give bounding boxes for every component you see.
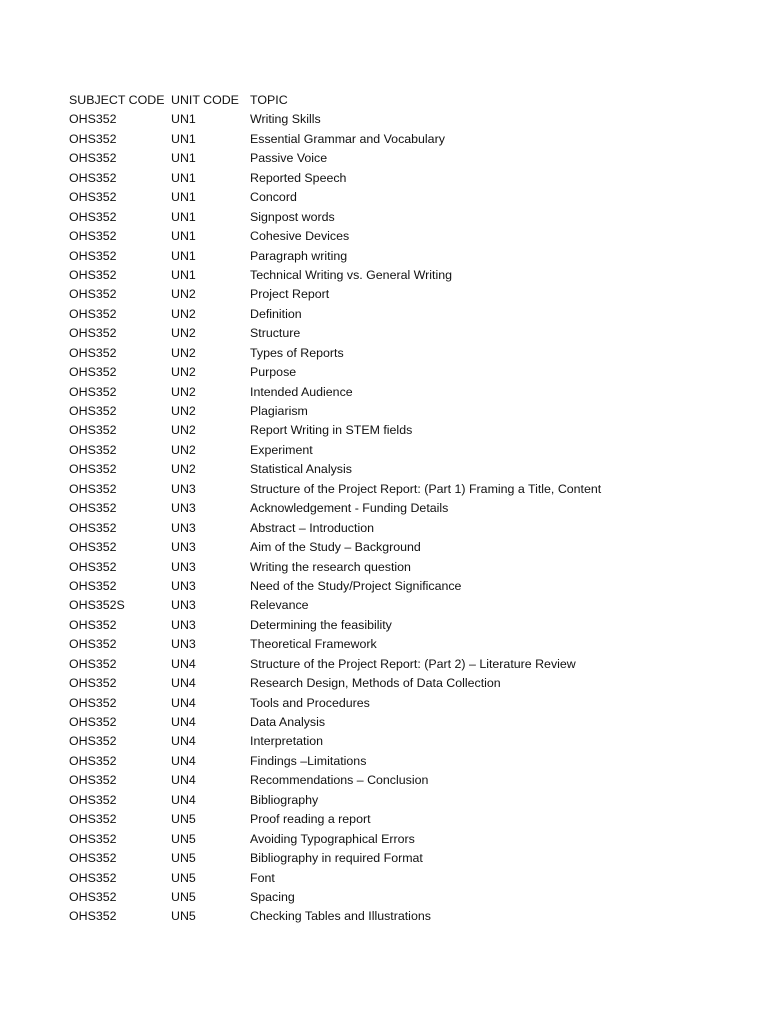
subject-code-cell: OHS352 [69,870,117,885]
topic-cell: Essential Grammar and Vocabulary [250,131,445,146]
header-unit-code: UNIT CODE [171,93,239,107]
topic-cell: Writing the research question [250,559,411,574]
subject-code-cell: OHS352 [69,112,117,127]
table-row [69,324,670,343]
topic-cell: Data Analysis [250,715,326,729]
subject-code-cell: OHS352 [69,384,117,399]
topic-cell: Structure of the Project Report: (Part 1) Framing a Title, Content [250,481,602,496]
table-row [69,810,670,829]
subject-code-cell: OHS352 [69,812,117,827]
subject-code-cell: OHS352 [69,656,117,671]
table-row [69,169,670,188]
subject-code-cell: OHS352 [69,287,117,302]
topic-cell: Bibliography [250,792,319,807]
topic-cell: Report Writing in STEM fields [250,423,413,438]
table-row [69,460,670,479]
unit-code-cell: UN1 [171,170,196,185]
table-row [69,402,670,421]
subject-code-cell: OHS352 [69,170,117,185]
unit-code-cell: UN1 [171,190,196,205]
unit-code-cell: UN4 [171,656,196,671]
unit-code-cell: UN4 [171,676,196,691]
table-row [69,188,670,207]
unit-code-cell: UN2 [171,462,196,477]
topic-cell: Research Design, Methods of Data Collection [250,676,501,691]
table-row [69,791,670,810]
unit-code-cell: UN1 [171,112,196,127]
subject-code-cell: OHS352 [69,831,117,846]
table-row [69,849,670,868]
subject-code-cell: OHS352 [69,637,117,652]
table-row [69,694,670,713]
table-row [69,383,670,402]
subject-code-cell: OHS352 [69,773,117,788]
subject-code-cell: OHS352 [69,345,117,360]
subject-code-cell: OHS352 [69,229,117,244]
table-row [69,907,670,926]
topic-cell: Writing Skills [250,112,321,127]
subject-code-cell: OHS352 [69,520,117,535]
subject-code-cell: OHS352 [69,715,117,729]
topic-cell: Passive Voice [250,151,328,166]
topic-cell: Experiment [250,442,313,457]
table-row [69,149,670,168]
topic-cell: Aim of the Study – Background [250,540,421,555]
table-row [69,674,670,693]
subject-code-cell: OHS352 [69,734,117,749]
topic-cell: Reported Speech [250,170,347,185]
subject-code-cell: OHS352 [69,442,117,457]
topic-cell: Interpretation [250,734,324,749]
topic-cell: Signpost words [250,209,335,224]
unit-code-cell: UN2 [171,345,196,360]
topic-cell: Purpose [250,365,297,380]
unit-code-cell: UN1 [171,151,196,166]
subject-code-cell: OHS352 [69,209,117,224]
unit-code-cell: UN4 [171,773,196,788]
subject-code-cell: OHS352 [69,889,117,904]
header-topic: TOPIC [250,93,288,107]
topic-cell: Intended Audience [250,384,353,399]
table-row [69,266,670,285]
table-row [69,305,670,324]
topic-cell: Structure of the Project Report: (Part 2) – Literature Review [250,656,576,671]
subject-code-cell: OHS352 [69,306,117,321]
table-body [69,110,670,926]
topic-cell: Avoiding Typographical Errors [250,831,415,846]
topic-cell: Cohesive Devices [250,229,350,244]
subject-code-cell: OHS352 [69,501,117,516]
subject-code-cell: OHS352 [69,617,117,632]
topic-cell: Statistical Analysis [250,462,352,477]
topic-cell: Abstract – Introduction [250,520,374,535]
topic-cell: Paragraph writing [250,248,348,263]
subject-code-cell: OHS352 [69,248,117,263]
unit-code-cell: UN1 [171,131,196,146]
subject-code-cell: OHS352 [69,753,117,768]
table-row [69,519,670,538]
subject-code-cell: OHS352 [69,695,117,710]
subject-code-cell: OHS352S [69,598,125,613]
table-row [69,888,670,907]
subject-code-cell: OHS352 [69,792,117,807]
topic-cell: Relevance [250,598,309,613]
unit-code-cell: UN2 [171,404,196,418]
unit-code-cell: UN3 [171,617,196,632]
topic-cell: Concord [250,190,297,205]
header-subject-code: SUBJECT CODE [69,93,165,107]
table-row [69,480,670,499]
subject-code-cell: OHS352 [69,190,117,205]
unit-code-cell: UN3 [171,559,196,574]
topic-cell: Technical Writing vs. General Writing [250,267,452,282]
unit-code-cell: UN5 [171,870,196,885]
unit-code-cell: UN4 [171,792,196,807]
table-row [69,616,670,635]
subject-code-cell: OHS352 [69,578,117,593]
topic-cell: Determining the feasibility [250,617,392,632]
unit-code-cell: UN4 [171,734,196,749]
subject-code-cell: OHS352 [69,540,117,555]
table-row [69,363,670,382]
table-row [69,208,670,227]
unit-code-cell: UN3 [171,481,196,496]
unit-code-cell: UN2 [171,384,196,399]
unit-code-cell: UN3 [171,637,196,652]
table-row [69,655,670,674]
topic-cell: Plagiarism [250,404,308,418]
unit-code-cell: UN2 [171,365,196,380]
unit-code-cell: UN1 [171,229,196,244]
subject-code-cell: OHS352 [69,676,117,691]
table-row [69,344,670,363]
topic-cell: Proof reading a report [250,812,371,827]
topic-cell: Definition [250,306,302,321]
subject-code-cell: OHS352 [69,404,117,418]
table-row [69,771,670,790]
unit-code-cell: UN3 [171,598,196,613]
table-header-row [69,91,670,110]
unit-code-cell: UN1 [171,209,196,224]
topic-cell: Theoretical Framework [250,637,377,652]
table-row [69,558,670,577]
unit-code-cell: UN5 [171,831,196,846]
topic-cell: Recommendations – Conclusion [250,773,429,788]
table-row [69,635,670,654]
subject-code-cell: OHS352 [69,131,117,146]
table-row [69,421,670,440]
topic-cell: Types of Reports [250,345,344,360]
table-row [69,499,670,518]
unit-code-cell: UN2 [171,442,196,457]
unit-code-cell: UN2 [171,326,196,341]
subject-code-cell: OHS352 [69,365,117,380]
table-row [69,130,670,149]
unit-code-cell: UN1 [171,267,196,282]
topic-cell: Need of the Study/Project Significance [250,578,462,593]
table-row [69,110,670,129]
table-row [69,869,670,888]
topic-table [69,91,670,927]
subject-code-cell: OHS352 [69,326,117,341]
topic-cell: Tools and Procedures [250,695,370,710]
topic-cell: Project Report [250,287,330,302]
topic-cell: Spacing [250,889,295,904]
unit-code-cell: UN5 [171,812,196,827]
table-row [69,285,670,304]
table-row [69,713,670,732]
unit-code-cell: UN4 [171,695,196,710]
unit-code-cell: UN5 [171,851,196,866]
table-row [69,732,670,751]
subject-code-cell: OHS352 [69,462,117,477]
subject-code-cell: OHS352 [69,267,117,282]
table-row [69,752,670,771]
subject-code-cell: OHS352 [69,423,117,438]
table-row [69,830,670,849]
subject-code-cell: OHS352 [69,559,117,574]
unit-code-cell: UN3 [171,501,196,516]
topic-cell: Findings –Limitations [250,753,367,768]
unit-code-cell: UN3 [171,520,196,535]
unit-code-cell: UN4 [171,715,196,729]
subject-code-cell: OHS352 [69,851,117,866]
unit-code-cell: UN2 [171,287,196,302]
topic-cell: Checking Tables and Illustrations [250,909,431,924]
topic-cell: Acknowledgement - Funding Details [250,501,449,516]
table-row [69,441,670,460]
unit-code-cell: UN2 [171,423,196,438]
unit-code-cell: UN3 [171,578,196,593]
unit-code-cell: UN5 [171,909,196,924]
unit-code-cell: UN1 [171,248,196,263]
topic-cell: Structure [250,326,301,341]
topic-cell: Bibliography in required Format [250,851,423,866]
table-row [69,538,670,557]
table-row [69,577,670,596]
unit-code-cell: UN5 [171,889,196,904]
unit-code-cell: UN2 [171,306,196,321]
subject-code-cell: OHS352 [69,151,117,166]
table-row [69,247,670,266]
table-row [69,227,670,246]
subject-code-cell: OHS352 [69,909,117,924]
unit-code-cell: UN3 [171,540,196,555]
subject-code-cell: OHS352 [69,481,117,496]
unit-code-cell: UN4 [171,753,196,768]
table-row [69,596,670,615]
topic-cell: Font [250,870,275,885]
